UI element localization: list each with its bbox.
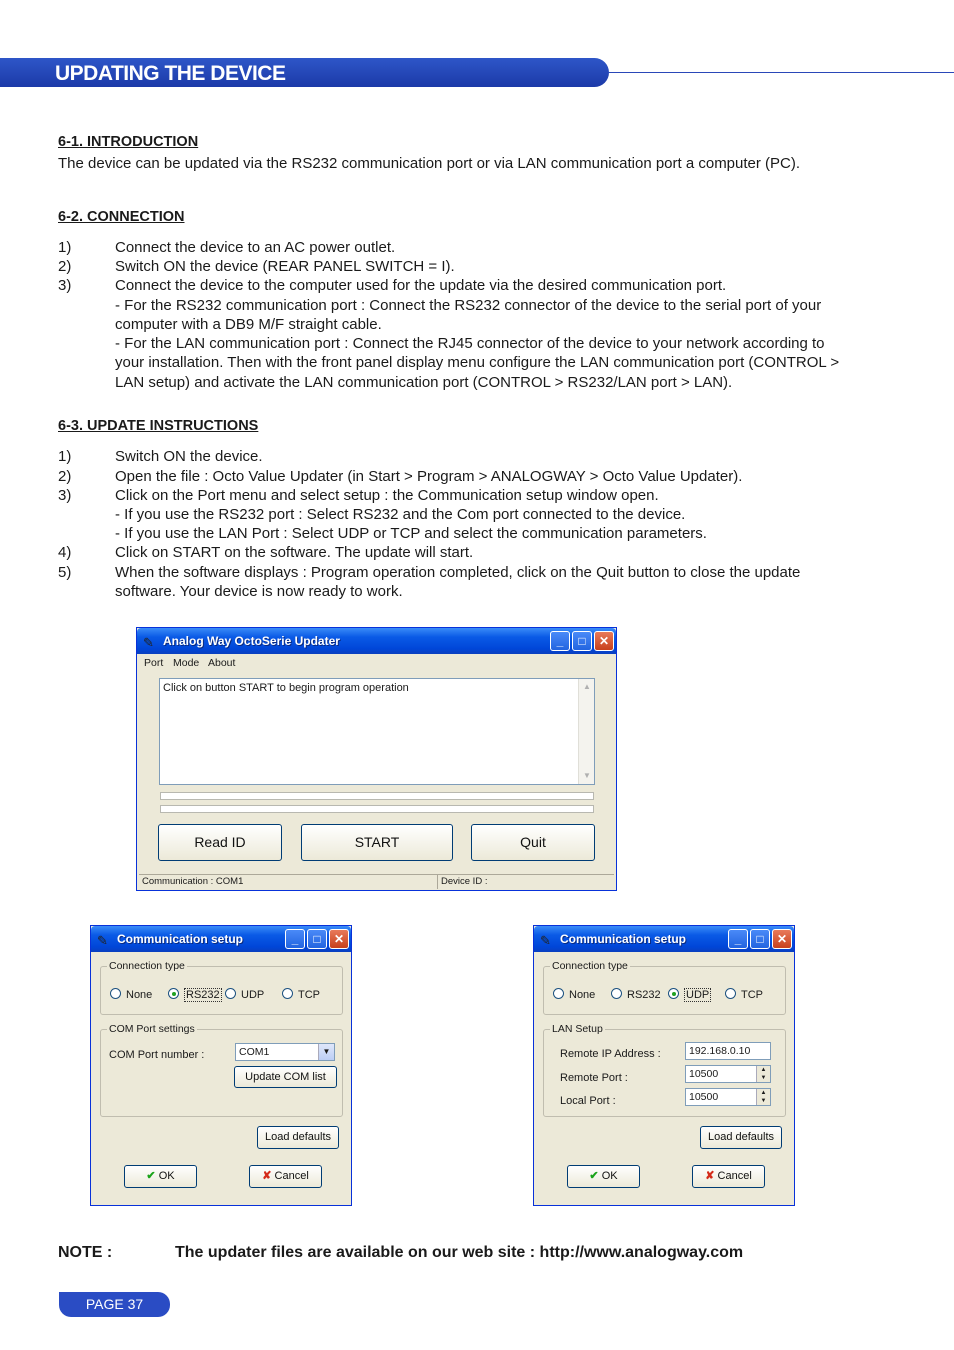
- update-item-num: 1): [58, 448, 72, 465]
- progress-bar: [160, 792, 594, 800]
- radio-udp[interactable]: UDP: [668, 988, 711, 1001]
- update-item-text: Click on the Port menu and select setup : the Communication setup window open.: [115, 487, 659, 504]
- connection-heading: 6-2. CONNECTION: [58, 209, 185, 225]
- read-id-button[interactable]: Read ID: [158, 824, 282, 861]
- cross-icon: ✘: [262, 1170, 272, 1182]
- group-label: Connection type: [552, 960, 628, 972]
- close-icon[interactable]: ✕: [594, 631, 614, 651]
- remote-port-input[interactable]: 10500 ▲ ▼: [685, 1065, 771, 1083]
- minimize-icon[interactable]: _: [550, 631, 570, 651]
- cancel-button[interactable]: ✘ Cancel: [692, 1165, 765, 1188]
- connection-type-group: [100, 960, 343, 1015]
- update-item-text: Open the file : Octo Value Updater (in Start > Program > ANALOGWAY > Octo Value Updater).: [115, 468, 743, 485]
- update-item-text: software. Your device is now ready to work.: [115, 583, 403, 600]
- spinner-icon[interactable]: ▲ ▼: [756, 1089, 770, 1105]
- page-title: UPDATING THE DEVICE: [55, 62, 286, 85]
- connection-item-num: 2): [58, 258, 72, 275]
- status-communication: Communication : COM1: [139, 874, 437, 889]
- status-device-id: Device ID :: [437, 874, 614, 889]
- log-textarea[interactable]: [159, 678, 595, 785]
- radio-udp[interactable]: UDP: [225, 988, 264, 1001]
- update-heading: 6-3. UPDATE INSTRUCTIONS: [58, 418, 259, 434]
- progress-bar: [160, 805, 594, 813]
- menu-port[interactable]: Port: [144, 657, 164, 669]
- remote-ip-label: Remote IP Address :: [560, 1048, 661, 1060]
- connection-item-text: LAN setup) and activate the LAN communication port (CONTROL > RS232/LAN port > LAN).: [115, 374, 733, 391]
- log-text: Click on button START to begin program operation: [163, 682, 409, 694]
- window-title: Analog Way OctoSerie Updater: [163, 634, 340, 648]
- update-item-text: Switch ON the device.: [115, 448, 263, 465]
- log-scrollbar[interactable]: [578, 679, 594, 784]
- group-label: COM Port settings: [109, 1023, 195, 1035]
- connection-item-text: Connect the device to an AC power outlet.: [115, 239, 396, 256]
- radio-none[interactable]: None: [110, 988, 152, 1001]
- start-button[interactable]: START: [301, 824, 453, 861]
- connection-item-num: 3): [58, 277, 72, 294]
- close-icon[interactable]: ✕: [329, 929, 349, 949]
- ok-button[interactable]: ✔ OK: [124, 1165, 197, 1188]
- remote-port-label: Remote Port :: [560, 1072, 628, 1084]
- update-item-text: Click on START on the software. The update will start.: [115, 544, 474, 561]
- maximize-icon[interactable]: □: [572, 631, 592, 651]
- note-label: NOTE :: [58, 1244, 113, 1261]
- scroll-up-icon[interactable]: ▲: [583, 682, 591, 691]
- menu-mode[interactable]: Mode: [173, 657, 200, 669]
- intro-heading: 6-1. INTRODUCTION: [58, 134, 199, 150]
- quit-button[interactable]: Quit: [471, 824, 595, 861]
- minimize-icon[interactable]: _: [728, 929, 748, 949]
- update-item-text: - If you use the LAN Port : Select UDP or TCP and select the communication parameters.: [115, 525, 707, 542]
- radio-none[interactable]: None: [553, 988, 595, 1001]
- group-label: LAN Setup: [552, 1023, 603, 1035]
- com-port-group: [100, 1023, 343, 1117]
- spinner-icon[interactable]: ▲ ▼: [756, 1066, 770, 1082]
- menu-about[interactable]: About: [208, 657, 236, 669]
- cross-icon: ✘: [705, 1170, 715, 1182]
- com-port-select[interactable]: COM1 ▼: [235, 1043, 335, 1061]
- comm-setup-window-rs232: [90, 925, 352, 1206]
- connection-item-text: Connect the device to the computer used for the update via the desired communication port.: [115, 277, 727, 294]
- window-title: Communication setup: [117, 932, 244, 946]
- chevron-down-icon[interactable]: ▼: [318, 1044, 334, 1060]
- maximize-icon[interactable]: □: [307, 929, 327, 949]
- update-item-num: 5): [58, 564, 72, 581]
- connection-item-num: 1): [58, 239, 72, 256]
- comm-titlebar: [534, 926, 794, 952]
- maximize-icon[interactable]: □: [750, 929, 770, 949]
- app-icon: ✎: [540, 933, 551, 948]
- header-banner: [0, 58, 609, 87]
- minimize-icon[interactable]: _: [285, 929, 305, 949]
- update-item-num: 4): [58, 544, 72, 561]
- local-port-label: Local Port :: [560, 1095, 616, 1107]
- cancel-button[interactable]: ✘ Cancel: [249, 1165, 322, 1188]
- note-text: The updater files are available on our web site : http://www.analogway.com: [175, 1244, 744, 1261]
- intro-text: The device can be updated via the RS232 communication port or via LAN communication port a computer (PC).: [58, 155, 801, 172]
- ok-button[interactable]: ✔ OK: [567, 1165, 640, 1188]
- connection-item-text: Switch ON the device (REAR PANEL SWITCH = I).: [115, 258, 455, 275]
- local-port-input[interactable]: 10500 ▲ ▼: [685, 1088, 771, 1106]
- check-icon: ✔: [146, 1170, 156, 1182]
- updater-titlebar: [137, 628, 616, 654]
- radio-rs232[interactable]: RS232: [168, 988, 222, 1001]
- menu-bar: [139, 654, 614, 672]
- update-item-text: - If you use the RS232 port : Select RS232 and the Com port connected to the device.: [115, 506, 686, 523]
- com-port-label: COM Port number :: [109, 1049, 205, 1061]
- comm-titlebar: [91, 926, 351, 952]
- page-number: PAGE 37: [59, 1292, 170, 1317]
- radio-tcp[interactable]: TCP: [282, 988, 320, 1001]
- group-label: Connection type: [109, 960, 185, 972]
- scroll-down-icon[interactable]: ▼: [583, 771, 591, 780]
- load-defaults-button[interactable]: Load defaults: [700, 1126, 782, 1149]
- connection-type-group: [543, 960, 786, 1015]
- connection-item-text: - For the LAN communication port : Connect the RJ45 connector of the device to your network according to: [115, 335, 825, 352]
- update-item-text: When the software displays : Program operation completed, click on the Quit button to close the update: [115, 564, 801, 581]
- connection-item-text: computer with a DB9 M/F straight cable.: [115, 316, 382, 333]
- update-com-list-button[interactable]: Update COM list: [234, 1066, 337, 1088]
- radio-tcp[interactable]: TCP: [725, 988, 763, 1001]
- lan-setup-group: [543, 1023, 786, 1117]
- load-defaults-button[interactable]: Load defaults: [257, 1126, 339, 1149]
- check-icon: ✔: [589, 1170, 599, 1182]
- comm-setup-window-udp: [533, 925, 795, 1206]
- header-rule: [609, 72, 954, 73]
- connection-item-text: your installation. Then with the front panel display menu configure the LAN communication port (CONTROL >: [115, 354, 840, 371]
- radio-rs232[interactable]: RS232: [611, 988, 661, 1001]
- close-icon[interactable]: ✕: [772, 929, 792, 949]
- remote-ip-input[interactable]: 192.168.0.10: [685, 1042, 771, 1060]
- connection-item-text: - For the RS232 communication port : Connect the RS232 connector of the device to the serial port of your: [115, 297, 822, 314]
- update-item-num: 3): [58, 487, 72, 504]
- app-icon: ✎: [143, 635, 154, 650]
- updater-window: [136, 627, 617, 891]
- app-icon: ✎: [97, 933, 108, 948]
- window-title: Communication setup: [560, 932, 687, 946]
- update-item-num: 2): [58, 468, 72, 485]
